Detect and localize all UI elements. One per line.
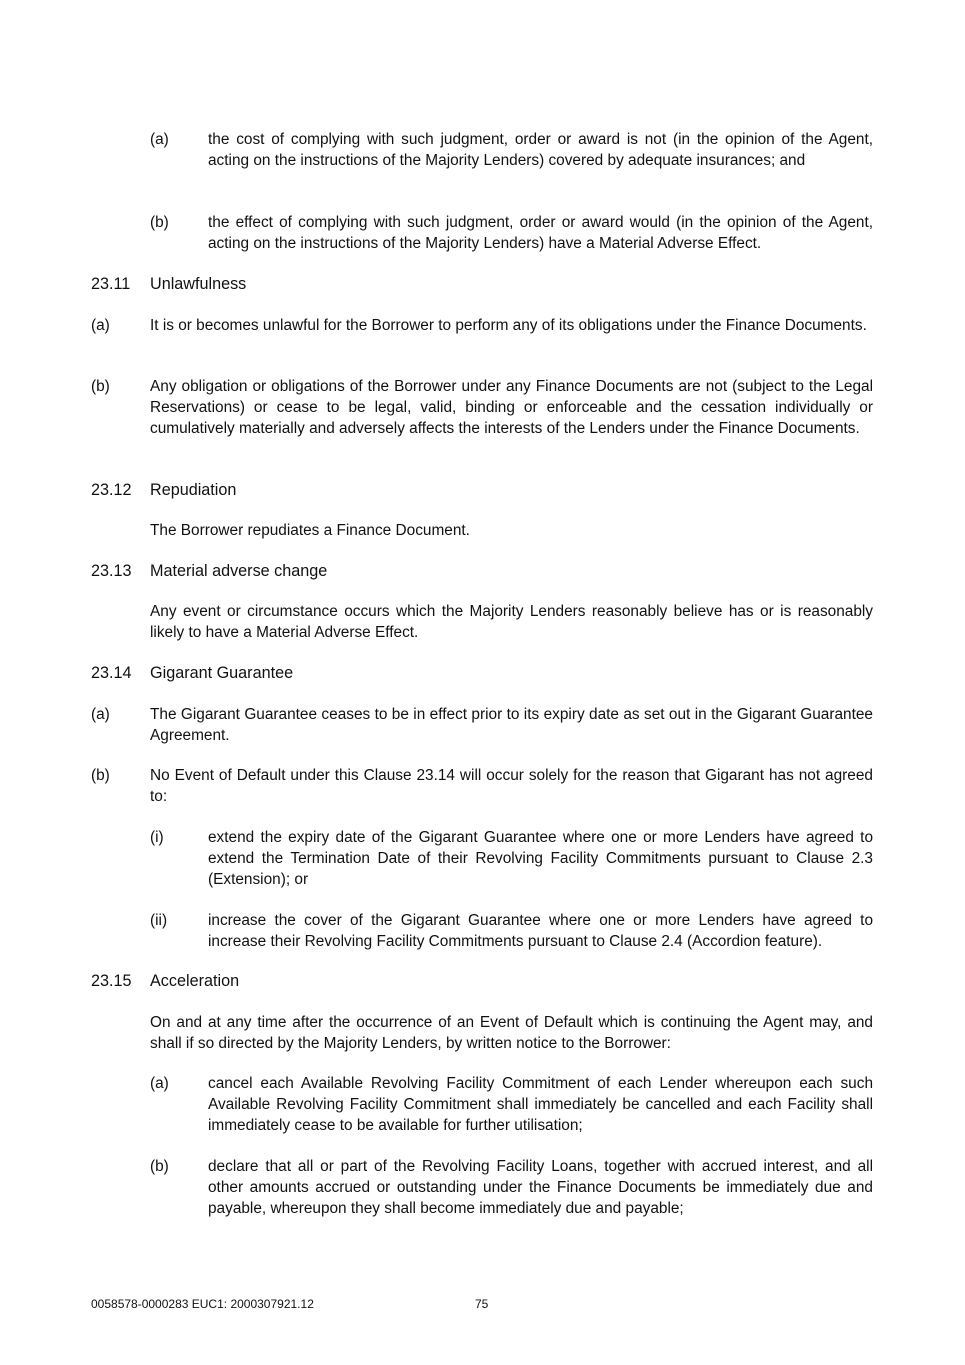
subclause-label: (b) [150,1158,169,1175]
section-number: 23.13 [91,562,132,580]
clause-text: It is or becomes unlawful for the Borrower to perform any of its obligations under the Finance Documents. [150,317,867,334]
clause-label: (a) [91,706,110,723]
clause-label: (a) [91,317,110,334]
section-heading: Acceleration [150,972,240,990]
section-heading: Gigarant Guarantee [150,664,294,682]
subclause-text: cancel each Available Revolving Facility Commitment of each Lender whereupon each such Available Revolving Facility Commitment shall immediately be cancelled and each Facility shall immediately cease to be available for further utilisation; [208,1075,873,1134]
section-text: The Borrower repudiates a Finance Document. [150,522,470,539]
section-number: 23.12 [91,481,132,499]
section-heading: Material adverse change [150,562,328,580]
section-text: Any event or circumstance occurs which the Majority Lenders reasonably believe has or is reasonably likely to have a Material Adverse Effect. [150,603,873,641]
clause-label: (b) [91,767,110,784]
clause-text: No Event of Default under this Clause 23.14 will occur solely for the reason that Gigarant has not agreed to: [150,767,873,805]
section-number: 23.11 [91,275,131,293]
subclause-text: extend the expiry date of the Gigarant Guarantee where one or more Lenders have agreed to extend the Termination Date of their Revolving Facility Commitments pursuant to Clause 2.3 (Extension); or [208,829,873,888]
footer-doc-reference: 0058578-0000283 EUC1: 2000307921.12 [91,1297,314,1311]
section-heading: Repudiation [150,481,237,499]
subclause-label: (a) [150,1075,169,1092]
clause-text: Any obligation or obligations of the Borrower under any Finance Documents are not (subject to the Legal Reservations) or cease to be legal, valid, binding or enforceable and the cessation individually or cumulatively materially and adversely affects the interests of the Lenders under the Finance Documents. [150,378,873,437]
section-heading: Unlawfulness [150,275,247,293]
item-b-label: (b) [150,214,169,231]
section-number: 23.15 [91,972,132,990]
footer-page-number: 75 [475,1297,489,1311]
section-text: On and at any time after the occurrence of an Event of Default which is continuing the Agent may, and shall if so directed by the Majority Lenders, by written notice to the Borrower: [150,1014,873,1052]
item-a-label: (a) [150,131,169,148]
clause-label: (b) [91,378,110,395]
item-a-text: the cost of complying with such judgment, order or award is not (in the opinion of the Agent, acting on the instructions of the Majority Lenders) covered by adequate insurances; and [208,131,873,169]
item-b-text: the effect of complying with such judgment, order or award would (in the opinion of the Agent, acting on the instructions of the Majority Lenders) have a Material Adverse Effect. [208,214,873,252]
section-number: 23.14 [91,664,132,682]
clause-text: The Gigarant Guarantee ceases to be in effect prior to its expiry date as set out in the Gigarant Guarantee Agreement. [150,706,873,744]
subclause-text: increase the cover of the Gigarant Guarantee where one or more Lenders have agreed to increase their Revolving Facility Commitments pursuant to Clause 2.4 (Accordion feature). [208,912,873,950]
subclause-label: (i) [150,829,164,846]
subclause-label: (ii) [150,912,168,929]
subclause-text: declare that all or part of the Revolving Facility Loans, together with accrued interest, and all other amounts accrued or outstanding under the Finance Documents be immediately due and payable, whereupon they shall become immediately due and payable; [208,1158,873,1217]
